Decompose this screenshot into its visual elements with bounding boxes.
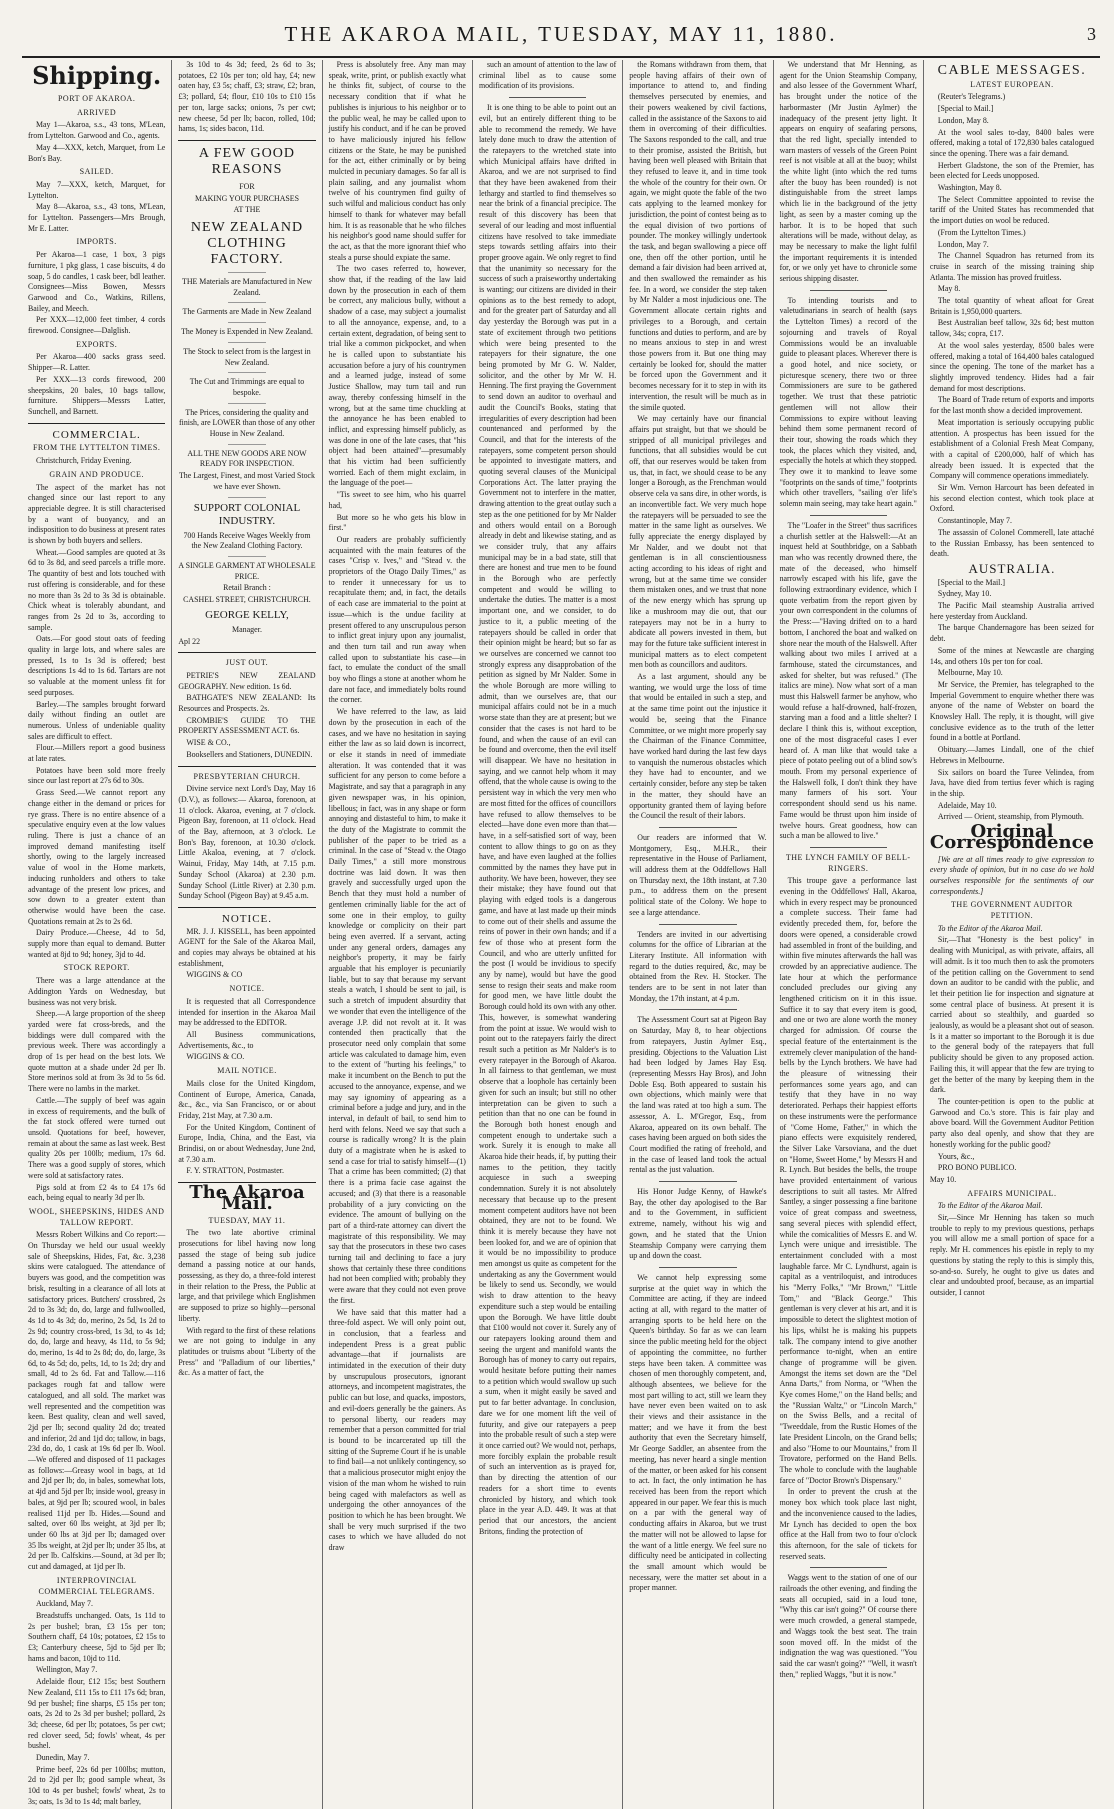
grain-paragraph: Barley.—The samples brought forward daily without finding an outlet are numerous. Unless of undeniable quality sales are difficult to effect. bbox=[28, 699, 166, 741]
divider bbox=[810, 290, 887, 291]
editorial-paragraph: such an amount of attention to the law of criminal libel as to cause some modification of its provisions. bbox=[478, 60, 617, 91]
cable-item: Meat importation is seriously occupying public attention. A prospectus has been issued for the establishment of a Colonial Fresh Meat Company, with a capital of £200,000, half of which has already been issued. It is expected that the Company will commence operations immediately. bbox=[929, 417, 1094, 481]
cable-item: At the wool sales to-day, 8400 bales were offered, making a total of 172,830 bales catalogued since the opening. There was a fair demand. bbox=[929, 127, 1094, 158]
cable-dateline: Adelaide, May 10. bbox=[937, 800, 997, 810]
divider bbox=[178, 140, 315, 141]
imports-entry: Per XXX—12,000 feet timber, 4 cords firewood. Consignee—Dalglish. bbox=[28, 315, 166, 336]
ad-factory-name: NEW ZEALAND CLOTHING FACTORY. bbox=[190, 220, 304, 268]
divider bbox=[228, 372, 265, 373]
clothing-factory-ad bbox=[178, 146, 315, 647]
telegram-dateline: Auckland, May 7. bbox=[36, 1599, 93, 1609]
column-2 bbox=[172, 60, 322, 1809]
cable-dateline: Sydney, May 10. bbox=[937, 589, 992, 599]
masthead-title: THE AKAROA MAIL, TUESDAY, MAY 11, 1880. bbox=[284, 22, 838, 46]
arrived-entry: May 4—XXX, ketch, Marquet, from Le Bon's Bay. bbox=[28, 142, 166, 163]
news-paragraph: We cannot help expressing some surprise at the quiet way in which the Committee are acting, if they are indeed acting at all, with regard to the matter of arranging sports to be held here on the Queen's birthday. So far as we can learn since the public meeting held for the object of appointing the committee, no further steps have been taken. A committee was chosen of men thoroughly competent, and, although absentees, we believe for the most part willing to act, still we learn they have never even been waited on to ask their views and their assistance in the matter; and we have it from the best authority that even the Secretary himself, Mr George Saddler, an absentee from the meeting, has never heard a single mention of the matter, or been asked for his consent to act. In fact, the only intimation he has received has been from the report which appeared in our paper. We fear this is much on a par with the general way of conducting affairs in Akaroa, but we trust the matter will not be allowed to lapse for the want of a little energy. We feel sure no difficulty need be anticipated in collecting the small amount which would be necessary, were the matter set about in a proper manner. bbox=[629, 1272, 767, 1593]
sailed-entry: May 7—XXX, ketch, Marquet, for Lyttelton. bbox=[28, 179, 166, 200]
divider bbox=[178, 907, 315, 908]
divider bbox=[509, 97, 586, 98]
column-1 bbox=[22, 60, 172, 1809]
news-paragraph: In order to prevent the crush at the money box which took place last night, and the inconvenience caused to the ladies, Mr Lynch has decided to open the box office at the Hall from two to four o'clock this afternoon, for the sale of tickets for reserved seats. bbox=[779, 1487, 917, 1561]
grain-paragraph: Wheat.—Good samples are quoted at 3s 6d to 3s 8d, and seed parcels a trifle more. The quantity of best and lots touched with rust offering is considerable, and for these no more than 3s 2d to 3s 3d is obtainable. Chick wheat is tolerably abundant, and ranges from 2s 2d to 3s, according to sample. bbox=[28, 547, 166, 632]
cable-item: Herbert Gladstone, the son of the Premier, has been elected for Leeds unopposed. bbox=[929, 160, 1094, 181]
cable-item: The Select Committee appointed to revise the tariff of the United States has recommended that the import duties on wool be reduced. bbox=[929, 194, 1094, 226]
cable-item: The assassin of Colonel Commerell, late attaché to the Russian Embassy, has been sentenced to death. bbox=[929, 527, 1094, 559]
column-4 bbox=[473, 60, 623, 1809]
notice2-heading: NOTICE. bbox=[229, 984, 265, 994]
cable-dateline: London, May 7. bbox=[937, 239, 989, 249]
telegrams-heading: INTERPROVINCIAL COMMERCIAL TELEGRAMS. bbox=[38, 1575, 155, 1596]
stock-paragraph: Sheep.—A large proportion of the sheep yarded were fat cross-breds, and the biddings were dull compared with the previous week. There was accordingly a drop of 1s per head on the best lots. We quote mutton at a shade under 2d per lb. Store merinos sold at from 3s 3d to 5s 6d. There were no lambs in the market. bbox=[28, 1009, 166, 1094]
masthead bbox=[22, 0, 1100, 58]
grain-paragraph: Oats.—For good stout oats of feeding quality in large lots, and where sales are pressed, 1s to 1s 3d is offered; best descriptions 1s 4d to 1s 6d. Tartars are not so valuable at the moment unless fit for seed purposes. bbox=[28, 634, 166, 697]
editorial-paragraph: Press is absolutely free. Any man may speak, write, print, or publish exactly what he thinks fit, subject, of course to the necessary condition that if what he publishes is injurious to his neighbor or to the public weal, he may be called upon to justify his conduct, and if he can be proved to have maliciously injured his fellow citizens or the State, he may be punished for the act, either criminally or by being mulcted in pecuniary damages. So far all is plain sailing, and any journalist whom twelve of his countrymen find guilty of such wilful and malicious conduct has only himself to thank for whatever may befall him. It is as reasonable that he who filches his neighbor's good name should suffer for the act, as that the more ignorant thief who steals a purse should expiate the same. bbox=[328, 60, 466, 262]
ad-reason: The Cut and Trimmings are equal to bespoke. bbox=[189, 377, 305, 397]
commercial-heading: COMMERCIAL. bbox=[52, 428, 141, 441]
news-paragraph: The Assessment Court sat at Pigeon Bay on Saturday, May 8, to hear objections from ratepayers, Justin Aylmer Esq., presiding. Objections to the Valuation List had been lodged by James Hay Esq. (representing Messrs Hay Bros), and John Doble Esq. Both appeared to sustain his own objections, which mainly were that the land was rated at too high a sum. The assessor, A. L. M'Gregor, Esq., from Akaroa, appeared on its own behalf. The cases having been argued on both sides the Court modified the rating of freehold, and in the case of leased land took the actual rental as the just valuation. bbox=[629, 1015, 767, 1175]
column-6 bbox=[774, 60, 924, 1809]
divider bbox=[28, 423, 165, 424]
presbyterian-heading: PRESBYTERIAN CHURCH. bbox=[193, 771, 301, 781]
to-editor: To the Editor of the Akaroa Mail. bbox=[937, 923, 1043, 933]
column-5 bbox=[623, 60, 773, 1809]
news-paragraph: His Honor Judge Kenny, of Hawke's Bay, the other day apologised to the Bar and to the Government, in sufficient extreme, namely, without his wig and gown, and he stated that the Union Steamship Company were carrying them up and down the coast. bbox=[629, 1187, 767, 1261]
news-paragraph: To intending tourists and to valetudinarians in search of health (says the Lyttelton Times) a record of the sojourning and travels of Royal Commissions would be an invaluable guide to pleasant places. Wherever there is a good hotel, and nice society, or picturesque scenery, there two or three Commissioners are sure to be gathered together. We trust that these patriotic gentlemen will not allow their Commissions to expire without leaving behind them some permanent record of their tour, showing the roads which they took, the places which they visited, and, especially the hotels at which they stopped. They owe it to mankind to leave some "footprints on the sands of time," footprints which other travellers, "sailing o'er life's solemn main seeing, may take heart again." bbox=[779, 295, 917, 509]
european-heading: LATEST EUROPEAN. bbox=[970, 79, 1054, 89]
commercial-source: FROM THE LYTTELTON TIMES. bbox=[32, 443, 161, 453]
justout-item: CROMBIE'S GUIDE TO THE PROPERTY ASSESSMENT ACT. 6s. bbox=[178, 715, 316, 736]
arrived-entry: May 1—Akaroa, s.s., 43 tons, M'Lean, from Lyttelton. Garwood and Co., agents. bbox=[28, 120, 166, 141]
cable-item: Some of the mines at Newcastle are charging 14s, and others 10s per ton for coal. bbox=[929, 645, 1094, 666]
justout-item: PETRIE'S NEW ZEALAND GEOGRAPHY. New edition. 1s 6d. bbox=[178, 670, 316, 691]
editorial-paragraph: Our readers are probably sufficiently acquainted with the main features of the cases "Crisp v. Ives," and "Stead v. the proprietors of the Otago Daily Times," as to render it unnecessary for us to recapitulate them; and, in fact, the details of each case are immaterial to the point at issue—which is the undue facility at present offered to any unscrupulous person to inflict great injury upon any journalist, and then turn tail and run away when called upon to substantiate his case—in fact, to emulate the conduct of the small boy who flings a stone at another whom he dare not face, and immediately bolts round the corner. bbox=[328, 534, 466, 705]
editorial-verse: But more so he who gets his blow in first." bbox=[328, 512, 466, 533]
ad-hands: 700 Hands Receive Wages Weekly from the New Zealand Clothing Factory. bbox=[183, 530, 311, 551]
shipping-heading: Shipping. bbox=[32, 61, 162, 90]
justout-seller: WISE & CO., bbox=[186, 738, 231, 748]
stock-paragraph: There was a large attendance at the Addington Yards on Wednesday, but business was not very brisk. bbox=[28, 976, 166, 1007]
cable-heading: CABLE MESSAGES. bbox=[937, 63, 1087, 78]
divider bbox=[228, 302, 265, 303]
to-editor: To the Editor of the Akaroa Mail. bbox=[937, 1201, 1043, 1211]
cable-item: Sir Wm. Vernon Harcourt has been defeated in his second election contest, which took place at Oxford. bbox=[929, 483, 1094, 514]
prices-continued: 3s 10d to 4s 3d; feed, 2s 6d to 3s; potatoes, £2 10s per ton; old hay, £4; new oaten hay, £3 5s; chaff, £3; straw, £2; bran, £3; pollard, £4; flour, £10 10s to £10 15s per ton, large sacks; onions, 7s per cwt; new cheese, 5d per lb; bacon, rolled, 10d; hams, 1s; sides bacon, 11d. bbox=[178, 60, 316, 134]
correspondence-note: [We are at all times ready to give expression to every shade of opinion, but in no case do we hold ourselves responsible for the sentiments of our correspondents.] bbox=[929, 854, 1094, 896]
ad-heading: A FEW GOOD REASONS bbox=[198, 145, 295, 177]
cable-dateline: Constantinople, May 7. bbox=[937, 516, 1012, 526]
divider bbox=[659, 1009, 736, 1010]
telegram-paragraph: Prime beef, 22s 6d per 100lbs; mutton, 2d to 2jd per lb; good sample wheat, 3s 10d to 4s per bushel; fowls' wheat, 2s to 3s; oats, 1s 3d to 1s 4d; malt barley, bbox=[28, 1764, 166, 1806]
letter-paragraph: Sir,—That "Honesty is the best policy" in dealing with Municipal, as with private, affairs, all will admit. Is it too much then to ask the promoters of the petition calling on the Government to send down an auditor to be candid with the public, and let their petition lie for inspection and signature at some central place of business. At present it is carried about so stealthily, and guarded so jealously, as would be a pleasant shot out of season. Is it a matter so important to the Borough it is due to the general body of the ratepayers that full publicity should be given to any proposed action. Failing this, it will appear that the few are trying to get the better of the many by keeping them in the dark. bbox=[929, 935, 1094, 1095]
special-note: [Special to the Mail.] bbox=[937, 577, 1005, 587]
letter-paragraph: Sir,—Since Mr Henning has taken so much trouble to reply to my previous questions, perhaps you will allow me a small portion of space for a reply. Mr H. commences his epistle in reply to my questions by stating the reply to this is simply this, so-and-so. Surely, he ought to give us dates and clear and undoubted proof, because, as an impartial outsider, I cannot bbox=[929, 1213, 1094, 1297]
wool-heading: WOOL, SHEEPSKINS, HIDES AND TALLOW REPORT. bbox=[28, 1206, 165, 1227]
grain-paragraph: Grass Seed.—We cannot report any change either in the demand or prices for rye grass. There is no entire absence of a speculative enquiry even at the low values ruling. There is just a chance of an improved demand manifesting itself shortly, owing to the largely increased value of wool in the Home markets, inducing runholders and others to take advantage of the present low prices, and sow down to a greater extent than otherwise would have been the case. Quotations remain at 2s to 2s 6d. bbox=[28, 788, 166, 926]
affairs-heading: AFFAIRS MUNICIPAL. bbox=[967, 1188, 1057, 1198]
grain-paragraph: Flour.—Millers report a good business at late rates. bbox=[28, 743, 166, 764]
notice2-signature: WIGGINS & CO. bbox=[186, 1052, 245, 1062]
editorial-paragraph: It is one thing to be able to point out an evil, but an entirely different thing to be able to recommend the remedy. We have lately done much to draw the attention of the ratepayers to the wretched state into which Municipal affairs have drifted in Akaroa, and we are not surprised to find that they have been awakened from their lethargy and startled to find themselves so near the brink of a financial precipice. The result of this discovery has been that several of our leading and most influential citizens have resolved to take immediate steps towards settling affairs into their proper groove again. We only regret to find that the unanimity so necessary for the success of such a praiseworthy undertaking is wanting; our citizens are divided in their opinions as to the best remedy to adopt, and for the greater part of Saturday and all day yesterday the Borough was put in a state of excitement through two petitions which were being presented to the ratepayers for their signature, the one being promoted by Mr G. W. Nalder, solicitor, and the other by Mr W. H. Henning. The first praying the Government to send down an auditor to overhaul and audit the Council's Books, stating that irregularities of every description had been countenanced and performed by the Council, and that for the interests of the ratepayers, some competent person should be appointed to investigate matters, and quoting several clauses of the Municipal Corporations Act. The latter praying the Government not to interfere in the matter, drawing attention to the great outlay such a step as the one petitioned for by Mr Nalder and others would entail on a Borough already in debt and likewise stating, and as we consider truly, that any affairs municipal may be in a bad state, still that there are honest and true men to be found in the Borough who are perfectly competent and would be willing to undertake the duties. The matter is a most important one, and we consider, to do justice to it, a public meeting of the ratepayers should be called in order that their opinion might be heard; but so far as we ourselves are concerned we cannot too strongly express any disapprobation of the petition as signed by Mr Nalder. Some in the whole Borough are more willing to admit, than we ourselves are, that our municipal affairs could not be in a much worse state than they are at present; but we consider that the cases is not hard to be found, and when the cause of an evil can be found and overcome, then the evil itself will disappear. We have no hesitation in saying, and we cannot help whom it may offend, that the whole cause is owing to the persistent way in which the very men who are most fitted for the offices of councillors have refused to allow themselves to be elected—have done even more than that—have, in a self-satisfied sort of way, been content to allow things to go on as they have, and have even laughed at the follies committed by the names they have put in authority. We have been, however, they see their mistake; they have found out that playing with edged tools is a dangerous game, and have at last made up their minds to come out of their shells and assume the reins of power in their own hands; and if a few of those who at present form the Council, and who are utterly unfitted for the post (I would be invidious to specify any by name), would but have the good sense to resign their seats and make room for good men, we have little doubt the Borough could hold its own with any other. This, however, is somewhat wandering from the point at issue. We would wish to point out to the ratepayers fairly the direct result such a petition as Mr Nalder's is to every ratepayer in the Borough of Akaroa. In all fairness to that gentleman, we must observe that a loophole has certainly been given for such an insult; but still no other interpretation can be given to such a petition than that no one can be found in the Borough both honest enough and competent enough to undertake such a work. Surely it is enough to make all Akaroa hide their heads, if, by putting their names to the petition, they tacitly acquiesce in such a sweeping condemnation. Surely it is not absolutely necessary that because up to the present moment competent auditors have not been obtained, they are not to be found. We think it is merely because they have not been looked for, and we are of opinion that it would be no impossibility to produce men amongst us quite as competent for the undertaking as any the Government would be likely to send us. Secondly, we would wish to draw attention to the heavy expenditure such a step would be entailing upon the Borough. We have little doubt that £100 would not cover it. Surely any of our ratepayers looking around them and seeing the urgent and manifold wants the Borough has of money to carry out repairs, would hesitate before putting their names to a petition which would swallow up such a sum, when it might easily be saved and put to far better advantage. In conclusion, dare we for one moment lift the veil of futurity, and give our ratepayers a peep into the probable result of such a step were it once carried out? We would not, perhaps, more forcibly explain the probable result of such an intervention as is prayed for, than by directing the attention of our readers for a short time to events chronicled by history, and which took place in the year A.D. 449. It was at that period that our ancestors, the ancient Britons, finding the protection of bbox=[478, 103, 617, 1536]
australia-heading: AUSTRALIA. bbox=[968, 560, 1056, 576]
notice-signature: WIGGINS & CO bbox=[186, 970, 243, 980]
ad-for: FOR bbox=[239, 181, 255, 191]
mail-notice-body: For the United Kingdom, Continent of Europe, India, China, and the East, via Brindisi, on or about Wednesday, June 2nd, at 7.30 a.m. bbox=[178, 1122, 316, 1164]
telegram-paragraph: Adelaide flour, £12 15s; best Southern New Zealand, £11 15s to £11 17s 6d; bran, 9d per bushel; fine sharps, £5 15s per ton; oats, 2s 2d to 2s 3d per bushel; pollard, 2s 3d; cheese, 6d per lb; potatoes, 5s per cwt; red clover seed, 5d; fowls' wheat, 4s per bushel. bbox=[28, 1677, 166, 1751]
paper-date: TUESDAY, MAY 11. bbox=[208, 1215, 286, 1225]
editorial-paragraph: With regard to the first of these relations we are not going to indulge in any platitudes or truisms about "Liberty of the Press" and "Palladium of our liberties," &c. As a matter of fact, the bbox=[178, 1325, 316, 1378]
cable-item: Mr Service, the Premier, has telegraphed to the Imperial Government to enquire whether there was anyone of the name of Webster on board the Knowsley Hall. The reply, it is thought, will give conclusive evidence as to the truth of the letter found in a bottle at Portland. bbox=[929, 679, 1094, 743]
exports-entry: Per XXX—13 cords firewood, 200 sheepskins, 20 bales, 10 bags tallow, furniture. Shippers—Messrs Latter, Sunchell, and Barnett. bbox=[28, 374, 166, 416]
divider bbox=[228, 342, 265, 343]
auditor-heading: THE GOVERNMENT AUDITOR PETITION. bbox=[951, 900, 1073, 921]
imports-heading: IMPORTS. bbox=[76, 237, 117, 247]
ad-retail: Retail Branch : bbox=[223, 583, 271, 593]
divider bbox=[659, 1267, 736, 1268]
mail-notice-body: Mails close for the United Kingdom, Continent of Europe, America, Canada, &c., &c., via San Francisco, or or about Friday, 21st May, at 7.30 a.m. bbox=[178, 1078, 316, 1120]
reuters-note: (Reuter's Telegrams.) bbox=[937, 92, 1006, 102]
telegram-dateline: Wellington, May 7. bbox=[36, 1665, 98, 1675]
divider bbox=[228, 322, 265, 323]
notice2-body: It is requested that all Correspondence intended for insertion in the Akaroa Mail may be addressed to the EDITOR. bbox=[178, 996, 316, 1028]
notice-heading: NOTICE. bbox=[221, 912, 272, 925]
divider bbox=[228, 272, 265, 273]
cable-item: Six sailors on board the Turee Velindea, from Java, have died from tertius fever which is raging in the ship. bbox=[929, 767, 1094, 798]
ad-reason: The Garments are Made in New Zealand bbox=[182, 307, 312, 317]
news-paragraph: Our readers are informed that W. Montgomery, Esq., M.H.R., their representative in the House of Parliament, will address them at the Oddfellows Hall on Thursday next, the 18th instant, at 7.30 p.m., to address them on the present political state of the Colony. We hope to see a large attendance. bbox=[629, 832, 767, 917]
editorial-paragraph: We have referred to the law, as laid down by the prosecution in each of the cases, and we have no hesitation in saying either the law as so laid down is incorrect, or else it stands in need of immediate alteration. It was contended that it was sufficient for any person to come before a Magistrate, and say that a paragraph in any given newspaper was, in his opinion, libellous; in fact, was in any shape or form annoying and distasteful to him, to make it the duty of the Magistrate to commit the publisher of the paper to be tried as a criminal. In the case of "Stead v. the Otago Daily Times," a still more monstrous doctrine was laid down. It was then gravely and successfully urged upon the Bench that they must hold a number of gentlemen criminally liable for the act of some one in their employ, to guilty knowledge or complicity on their part being even averred. If a servant, acting under any general orders, damages any neighbor's property, it may be fairly arguable that his employer is pecuniarily liable, but to say that because my servant steals a watch, I should be sent to jail, is such a stretch of impudent absurdity that we wonder that even the intelligence of the average J.P. did not revolt at it. It was contended then practically that the prosecutor need only complain that some article was calculated to damage him, even to the extent of "hurting his feelings," to make it incumbent on the Bench to put the accused to the annoyance, expense, and we may say ignominy of appearing as a criminal before a judge and jury, and in the interval, in default of bail, to send him to herd with felons. Need we say that such a course is radically wrong? It is the plain duty of a magistrate when he is asked to send a case for trial to satisfy himself—(1) That a crime has been committed; (2) that there is a prima facie case against the accused; and (3) that there is a reasonable probability of a jury convicting on the evidence. The amount of bullying on the part of a third-rate attorney can divert the magistrate of this responsibility. We may say that the prosecutors in these two cases turning tail and declining to face a jury shows that certainly these three conditions had not been complied with; probably they were aware that they could not even prove the first. bbox=[328, 707, 466, 1305]
news-paragraph: This troupe gave a performance last evening in the Oddfellows' Hall, Akaroa, which in every respect may be pronounced a complete success. Their fame had evidently preceded them, for, before the doors were opened, a considerable crowd had assembled in front of the building, and within five minutes afterwards the hall was crowded by an appreciative audience. The late hour at which the performance concluded precludes our giving any lengthened criticism on it in this issue. Suffice it to say that every item is good, and one or two are alone worth the money charged for admission. Of course the special feature of the entertainment is the extremely clever manipulation of the hand-bells by the Lynch brothers. We have had the pleasure of witnessing their performances some years ago, and can testify that they have in no way deteriorated. Perhaps their happiest efforts on these instruments were the performance of "Come Home, Father," in which the piano effects were exquisitely rendered, the Silver Lake Varsoviana, and the duet on "Home, Sweet Home," by Messrs H and R. Lynch. But besides the bells, the troupe have provided entertainment of various descriptions to suit all tastes. Mr Alfred Santley, a singer possessing a fine baritone voice of great compass and sweetness, sang several pieces with splendid effect, while the comicalities of Messrs E. and W. Lynch were unique and irresistible. The entertainment concluded with a most laughable farce. Mr C. Lyndhurst, again is capital as a ventriloquist, and introduces his "Merry Folks," "Mr Brown," "Little Tom," and "Black George." This gentleman is very clever at his art, and it is impossible to detect the slightest motion of his lips, whilst he is making his puppets talk. The company intend to give another performance to-night, when an entire change of programme will be given. Amongst the items set down are the "Del Anna Darts," from Norma, or "When the Kye comes Home," on the Hand bells; and the "Russian Waltz," or "Lincoln March," on the Swiss Bells, and a recital of "Tweeddale, from the Rustic Homes of the late President Lincoln, on the Grand bells; and also "Home to our Mountains," from Il Trovatore, performed on the Hand Bells. The whole to conclude with the laughable farce of "Doctor Brown's Dispensary." bbox=[779, 876, 917, 1485]
cable-dateline: May 8. bbox=[937, 284, 961, 294]
justout-item: BATHGATE'S NEW ZEALAND: Its Resources and Prospects. 2s. bbox=[178, 693, 316, 714]
divider bbox=[178, 766, 315, 767]
cable-item: The Channel Squadron has returned from its cruise in search of the missing training ship Atlanta. The mission has proved fruitless. bbox=[929, 251, 1094, 282]
wool-paragraph: Messrs Robert Wilkins and Co report:—On Thursday we held our usual weekly sale of Sheepskins, Hides, Fat, &c. 3,238 skins were catalogued. The attendance of buyers was good, and the competition was brisk, resulting in a clearance of all lots at satisfactory prices. Butchers' crossbred, 2s 2d to 3s 3d; do, do, large and fullwoolled, 4s 1d to 4s 3d; do, merino, 2s 5d, 1s 2d to 2s 9d; country cross-bred, 1s 3d, to 4s 1d; do, do, large and heavy, 4s 11d, to 5s 9d; do, merino, 1s 4d to 2s 8d; do, do, large, 3s 6d, to 4s 5d; do, pelts, 1d, to 1s 2d; dry and small, 4d to 2s 6d. Fat and Tallow.—116 packages rough fat and tallow were catalogued, and all sold. The market was well represented and the competition was keen. Best quality, clean and well saved, 2jd per lb; second quality 2d do; treated and inferior, 2d and 1jd do; tallow, in bags, 23d do, do, 1 cask at 19s 6d per lb. Wool.—We offered and disposed of 11 packages as follows:—Greasy wool in bags, at 1d and 2jd per lb; do, in bales, somewhat lots, at 4jd and 5jd per lb; inside wool, greasy in bales, at 9jd per lb; scoured wool, in bales realised 11jd per lb. Hides.—Sound and salted, over 60 lbs weight, at 3jd per lb; under 60 lbs at 3jd per lb; damaged over 35 lbs weight, at 2jd per lb; under 35 lbs, at 2d per lb. Calfskins.—Sound, at 3d per lb; cut and damaged, at 1jd per lb. bbox=[28, 1230, 166, 1572]
page-number: 3 bbox=[1087, 24, 1096, 44]
letter-paragraph: The counter-petition is open to the public at Garwood and Co.'s store. This is fair play and above board. Will the Government Auditor Petition party also deal openly, and show that they are honestly working for the public good? bbox=[929, 1096, 1094, 1149]
grain-paragraph: Potatoes have been sold more freely since our last report at 27s 6d to 30s. bbox=[28, 765, 166, 786]
exports-entry: Per Akaroa—400 sacks grass seed. Shipper—R. Latter. bbox=[28, 352, 166, 373]
cable-dateline: London, May 8. bbox=[937, 115, 989, 125]
stock-paragraph: Cattle.—The supply of beef was again in excess of requirements, and the bulk of the fat stock offered were turned out unsold. Quotations for beef, however, remain at about the same as last week. Best quality 20s per 100lb; medium, 17s 6d. There was a good supply of stores, which were sold at satisfactory rates. bbox=[28, 1095, 166, 1180]
grain-paragraph: Dairy Produce.—Cheese, 4d to 5d, supply more than equal to demand. Butter wanted at 8jd to 9d; honey, 3jd to 4d. bbox=[28, 928, 166, 959]
editorial-paragraph: We have said that this matter had a three-fold aspect. We will only point out, in conclusion, that a fearless and independent Press is a great public advantage—that if journalists are intimidated in the execution of their duty by unscrupulous prosecutors, ignorant attorneys, and incompetent magistrates, the public can but lose, and quacks, impostors, and evil-doers generally be the gainers. As to personal liberty, our readers may remember that a person committed for trial is bound to be incarcerated up till the sitting of the Supreme Court if he is unable to find bail—a not unlikely contingency, so that a malicious prosecutor might enjoy the vision of the man whom he wished to ruin being caged with malefactors as well as undergoing the other annoyances of the position to which he has been brought. We shall be very much surprised if the two cases to which we have alluded do not draw bbox=[328, 1307, 466, 1553]
grain-heading: GRAIN AND PRODUCE. bbox=[49, 469, 144, 479]
correspondence-heading: Original Correspondence bbox=[929, 821, 1094, 853]
columns bbox=[22, 60, 1100, 1806]
mail-notice-signature: F. Y. STRATTON, Postmaster. bbox=[186, 1166, 284, 1176]
ad-making: MAKING YOUR PURCHASES bbox=[194, 193, 299, 203]
special-note: [Special to Mail.] bbox=[937, 104, 994, 114]
divider bbox=[659, 1181, 736, 1182]
notice-body: MR. J. J. KISSELL, has been appointed AGENT for the Sale of the Akaroa Mail, and copies may always be obtained at his establishment, bbox=[178, 926, 316, 968]
ad-kelly: GEORGE KELLY, bbox=[205, 608, 289, 621]
news-paragraph: Waggs went to the station of one of our railroads the other evening, and finding the seats all occupied, said in a loud tone, "Why this car isn't going?" Of course there were much crowded, a general stampede, and Waggs took the best seat. The train soon moved off. In the midst of the indignation the wag was questioned. "You said the car wasn't going?" "Well, it wasn't then," replied Waggs, "but it is now." bbox=[779, 1573, 917, 1679]
justout-heading: JUST OUT. bbox=[225, 658, 269, 668]
editorial-paragraph: As a last argument, should any be wanting, we would urge the loss of time that would be entailed in such a step, and at the same time point out the injustice it would be, seeing that the Finance Committee, or we might more properly say the Chairman of the Finance Committee, have worked hard during the last few days to vanquish the numerous obstacles which they have had to encounter, and we certainly consider, before any step be taken in the matter, they should have an opportunity granted them of laying before the Council the result of their labors. bbox=[629, 672, 767, 821]
stock-heading: STOCK REPORT. bbox=[63, 963, 130, 973]
letter-closing: Yours, &c., bbox=[937, 1151, 975, 1161]
ad-reason: The Money is Expended in New Zealand. bbox=[181, 327, 313, 337]
divider bbox=[228, 556, 265, 557]
divider bbox=[228, 403, 265, 404]
ad-street: CASHEL STREET, CHRISTCHURCH. bbox=[183, 595, 311, 605]
mail-notice-heading: MAIL NOTICE. bbox=[217, 1066, 277, 1076]
divider bbox=[810, 515, 887, 516]
justout-seller-address: Booksellers and Stationers, DUNEDIN. bbox=[186, 749, 313, 759]
cable-item: At the wool sales yesterday, 8500 bales were offered, making a total of 164,400 bales catalogued since the opening. The tone of the market has a slightly improved tendency. Hides had a fair demand for most descriptions. bbox=[929, 340, 1094, 393]
cable-item: The barque Chandernagore has been seized for debt. bbox=[929, 623, 1094, 644]
divider bbox=[659, 827, 736, 828]
arrived-heading: ARRIVED bbox=[77, 107, 117, 117]
ad-reason: ALL THE NEW GOODS ARE NOW READY FOR INSPECTION. bbox=[187, 448, 307, 469]
editorial-paragraph: The two late abortive criminal prosecutions for libel having now long passed the stage of being sub judice demand a passing notice at our hands, possessing, as they do, a three-fold interest in their relation to the Press, the Public at large, and that privilege which Englishmen are supposed to prize so highly—personal liberty. bbox=[178, 1228, 316, 1323]
notice2-body: All Business communications, Advertisements, &c., to bbox=[178, 1030, 316, 1050]
editorial-paragraph: The two cases referred to, however, show that, if the reading of the law laid down by the prosecution in each of them be correct, any malicious bully, without a shadow of a case, may subject a journalist to all the annoyance, expense, and, to a certain extent, degradation, of being sent to trial like a common pickpocket, and when he is called upon to substantiate his accusation before a jury of his countrymen and a learned judge, instead of some Justice Shallow, may turn tail and run away, thereby confessing himself in the wrong, but at the same time chuckling at the annoyance he has been enabled to inflict, and expressing himself publicly, as was done in one of the late cases, that "his object had been attained"—presumably that his victim had been sufficiently worried. Each of them might exclaim, in the language of the poet— bbox=[328, 264, 466, 488]
ad-reason: The Largest, Finest, and most Varied Stock we have ever Shown. bbox=[178, 471, 315, 491]
editorial-paragraph: the Romans withdrawn from them, that people having affairs of their own of importance to attend to, and finding themselves persecuted by enemies, and their powers weakened by civil factions, called in the assistance of the Saxons to aid them in overcoming of their difficulties. The Saxons responded to the call, and true to their promise, assisted the British, but having been well pleased with Britain that they refused to leave it, and in time took the whole of the country for their own. Or again, we might quote the fable of the two cats applying to the learned monkey for jurisdiction, the point of contest being as to the equal division of two portions of pounder. The monkey willingly undertook the task, and began swallowing a piece off one, then off the other portion, until he demand a fair division had been arrived at, and then swallowed the remainder as his fee. In a word, we consider the step taken by Mr Nalder a most injudicious one. The Government allocate certain rights and privileges to a Borough, and certain functions and duties to perform, and are by no means anxious to step in and wrest those powers from it. But one thing may certainly be looked for, should the matter be forced upon the Government and it becomes necessary for it to step in with its intervention, the result will be much as in the simile quoted. bbox=[629, 60, 767, 412]
sailed-entry: May 8—Akaroa, s.s., 43 tons, M'Lean, for Lyttelton. Passengers—Mrs Brough, Mr E. Latter. bbox=[28, 202, 166, 233]
news-paragraph: Tenders are invited in our advertising columns for the office of Librarian at the Literary Institute. All information with regard to the duties required, &c, may be obtained from the Rev. H. Stocker. The tenders are to be sent in not later than Monday, the 17th instant, at 4 p.m. bbox=[629, 929, 767, 1003]
letter-signature: PRO BONO PUBLICO. bbox=[937, 1163, 1017, 1173]
cable-item: Obituary.—James Lindall, one of the chief Hebrews in Melbourne. bbox=[929, 745, 1094, 765]
ad-manager: Manager. bbox=[231, 624, 262, 634]
editorial-verse: "Tis sweet to see him, who his quarrel had, bbox=[328, 490, 466, 510]
news-paragraph: The "Loafer in the Street" thus sacrifices a churlish settler at the Halswell:—At an inquest held at Southbridge, on a Sabbath man who was recently drowned there, the mate of the deceased, who himself narrowly escaped with his life, gave the following extraordinary evidence, which I quote verbatim from the report given by your own correspondent in the columns of the Press:—"Having drifted on to a hard bottom, I anchored the boat and walked on shore near the mouth of the Halswell. After walking about two miles I arrived at a farmhouse, stated the circumstances, and asked for shelter, but was refused." (The italics are mine). Now what sort of a man must this Halswell farmer be anyhow, who would refuse a half-drowned, half-frozen, starving man a food and a little shelter? I declare I think this is, without exception, one of the most disgraceful cases I ever heard of. A man like that would take a piece of potato peeling out of a blind sow's mouth. From my personal experience of the Halswell folk, I don't think they have many farmers of his sort. Your correspondent should send us his name. Fame would be thrust upon him inside of twelve hours. Great goodness, how can such a man be allowed to live." bbox=[779, 520, 917, 841]
port-heading: PORT OF AKAROA. bbox=[57, 94, 136, 103]
divider bbox=[228, 497, 265, 498]
commercial-dateline: Christchurch, Friday Evening. bbox=[36, 456, 132, 466]
ad-reason: THE Materials are Manufactured in New Zealand. bbox=[182, 277, 312, 297]
letter-date: May 10. bbox=[929, 1174, 957, 1184]
source-note: (From the Lyttelton Times.) bbox=[937, 227, 1026, 237]
editorial-paragraph: We may certainly have our financial affairs put straight, but that we should be stripped of all municipal privileges and functions, that all subsidies would be cut off, that our reserves would be taken from us, that, in fact, we should cease to be any longer a Borough, as the Frenchman would observe cela va sans dire, in other words, is an inconvertible fact. We very much hope the ratepayers will be persuaded to see the matter in the same light as ourselves. We fully appreciate the energy displayed by Mr Nalder, and we doubt not that gentleman is in all conscientiousness acting according to his ideas of right and wrong, but at the same time we consider them mistaken ones, and we trust that none of the new energy which has sprung up like a mushroom may die out, that our ratepayers may not be in a hurry to abdicate all powers invested in them, but may for the future take sufficient interest in municipal matters as to elect competent men both as councillors and auditors. bbox=[629, 414, 767, 670]
ad-date: Apl 22 bbox=[178, 636, 201, 646]
ad-reason: The Prices, considering the quality and finish, are LOWER than those of any other House in New Zealand. bbox=[179, 407, 315, 439]
column-3 bbox=[323, 60, 473, 1809]
divider bbox=[810, 1567, 887, 1568]
cable-item: Arrived — Orient, steamship, from Plymouth. bbox=[937, 812, 1084, 822]
paper-nameplate: The Akaroa Mail. bbox=[189, 1182, 305, 1214]
cable-item: Best Australian beef tallow, 32s 6d; best mutton tallow, 34s; copra, £17. bbox=[929, 318, 1094, 339]
divider bbox=[178, 652, 315, 653]
cable-item: The total quantity of wheat afloat for Great Britain is 1,950,000 quarters. bbox=[929, 296, 1094, 316]
ad-at: AT THE bbox=[233, 205, 261, 215]
telegram-dateline: Dunedin, May 7. bbox=[36, 1753, 90, 1763]
presbyterian-notice: Divine service next Lord's Day, May 16 (D.V.), as follows:— Akaroa, forenoon, at 11 o'clock. Akaroa, evening, at 7 o'clock. Pigeon Bay, forenoon, at 11 o'clock. Head of the Bay, afternoon, at 3 o'clock. Le Bon's Bay, forenoon, at 10.30 o'clock. Little Akaloa, evening, at 7 o'clock. Wainui, Friday, May 14th, at 7.15 p.m. Sunday School (Akaroa) at 2.30 p.m. Sunday School (Little River) at 2.30 p.m. Sunday School (Pigeon Bay) at 9.45 a.m. bbox=[178, 784, 316, 901]
lynch-heading: THE LYNCH FAMILY OF BELL-RINGERS. bbox=[785, 852, 911, 873]
cable-item: The Board of Trade return of exports and imports for the last month show a decided improvement. bbox=[929, 395, 1094, 416]
cable-dateline: Melbourne, May 10. bbox=[937, 668, 1003, 678]
ad-reason: The Stock to select from is the largest in New Zealand. bbox=[183, 346, 311, 367]
divider bbox=[228, 444, 265, 445]
grain-paragraph: The aspect of the market has not changed since our last report to any appreciable degree. It is still characterised by a want of buoyancy, and an indisposition to do business at present rates is shown by both buyers and sellers. bbox=[28, 482, 166, 546]
sailed-heading: SAILED. bbox=[79, 167, 114, 177]
telegram-paragraph: Breadstuffs unchanged. Oats, 1s 11d to 2s per bushel; bran, £3 15s per ton; Southern chaff, £4 10s; potatoes, £2 15s to £3; Canterbury cheese, 5jd to 5jd per lb; hams and bacon, 10jd to 11d. bbox=[28, 1610, 166, 1663]
ad-single: A SINGLE GARMENT AT WHOLESALE PRICE. bbox=[178, 560, 316, 581]
cable-item: The Pacific Mail steamship Australia arrived here yesterday from Auckland. bbox=[929, 601, 1094, 621]
cable-dateline: Washington, May 8. bbox=[937, 183, 1002, 193]
divider bbox=[810, 847, 887, 848]
news-paragraph: We understand that Mr Henning, as agent for the Union Steamship Company, and also lessee of the Government Wharf, has brought under the notice of the harbormaster (Mr Justin Aylmer) the inadequacy of the present jetty light. It appears on enquiry of seafaring persons, that the red light, specially intended to warn masters of vessels of the Green Point reef is not visible at all at the buoy; whilst the white light (into which the red turns after the buoy has been rounded) is not distinguishable from the street lamps which lie in the background of the jetty light, as seen by a master coming up the harbor. It is to be hoped that such alterations will be made, without delay, as may be necessary to make the light fulfil the important requirements it is intended for, or we only yet have to chronicle some serious shipping disaster. bbox=[779, 60, 917, 284]
divider bbox=[659, 924, 736, 925]
stock-paragraph: Pigs sold at from £2 4s to £4 17s 6d each, being equal to nearly 3d per lb. bbox=[28, 1182, 166, 1203]
exports-heading: EXPORTS. bbox=[76, 339, 118, 349]
ad-support: SUPPORT COLONIAL INDUSTRY. bbox=[193, 501, 301, 527]
column-7 bbox=[924, 60, 1100, 1809]
imports-entry: Per Akaroa—1 case, 1 box, 3 pigs furniture, 1 pkg glass, 1 case biscuits, 4 do soap, 5 do candles, 1 cask beer, bdl leather. Consignees—Miss Bowen, Messrs Garwood and Co., Watkins, Rillens, Bailey, and Meech. bbox=[28, 250, 166, 313]
